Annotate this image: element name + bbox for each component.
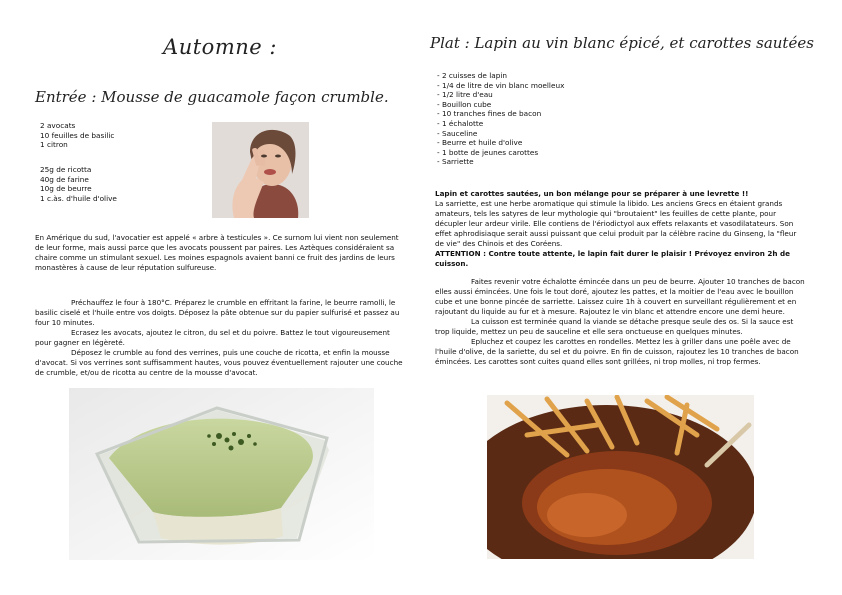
step-paragraph: Faites revenir votre échalotte émincée dans un peu de beurre. Ajouter 10 tranches de bacon elles aussi émincées. Une fois le tout doré, ajoutez les pattes, et la moitier de l'eau avec le bouillon cube et une bonne pincée de sarriette. Laissez cuire 1h à couvert en surveillant régulièrement et en rajoutant du liquide au fur et à mesure. Rajoutez le vin blanc et attendre encore une demi heure.: [435, 277, 805, 316]
ingredient-item: - 10 tranches fines de bacon: [437, 109, 542, 119]
rabbit-dish-photo: [487, 395, 754, 559]
step-paragraph: Préchauffez le four à 180°C. Préparez le crumble en effritant la farine, le beurre ramolli, le basilic ciselé et l'huile entre vos doigts. Déposez la pâte obtenue sur du papier sulfurisé et passez au four 10 minutes.: [35, 298, 400, 327]
ingredient-item: - Beurre et huile d'olive: [437, 138, 523, 148]
ingredient-item: 40g de farine: [40, 174, 89, 184]
ingredients-avocado: [40, 121, 114, 150]
season-title: Automne :: [163, 35, 277, 59]
ingredient-item: - 1 botte de jeunes carottes: [437, 147, 539, 157]
intro-headline: Lapin et carottes sautées, un bon mélange pour se préparer à une levrette !!: [435, 189, 749, 198]
ingredient-item: 1 c.às. d'huile d'olive: [40, 193, 117, 203]
ingredient-item: - 1/4 de litre de vin blanc moelleux: [437, 80, 565, 90]
ingredient-item: - Sauceline: [437, 128, 478, 138]
ingredient-item: 25g de ricotta: [40, 165, 92, 174]
entree-steps: [35, 298, 407, 378]
rabbit-ingredients-list: [437, 71, 564, 167]
entree-title: Entrée : Mousse de guacamole façon crumble.: [35, 88, 389, 106]
ingredient-item: - Bouillon cube: [437, 99, 492, 109]
ingredient-item: 10g de beurre: [40, 184, 92, 194]
attention-note: ATTENTION : Contre toute attente, le lapin fait durer le plaisir ! Prévoyez environ 2h de cuisson.: [435, 249, 790, 268]
ingredient-item: - 1 échalotte: [437, 118, 484, 128]
rabbit-intro: [435, 189, 807, 269]
intro-paragraph: La sarriette, est une herbe aromatique qui stimule la libido. Les anciens Grecs en étaient grands amateurs, tels les satyres de leur mythologie qui "broutaient" les feuilles de cette plante, pour décupler leur ardeur virile. Elle contiens de l'ériodictyol aux effets relaxants et vasodilatateurs. Son effet aphrodisiaque serait aussi puissant que celui produit par la célèbre racine du Ginseng, la "fleur de vie" des Chinois et des Coréens.: [435, 199, 797, 248]
plat-steps: [435, 277, 807, 367]
avocado-intro-paragraph: En Amérique du sud, l'avocatier est appelé « arbre à testicules ». Ce surnom lui vient non seulement de leur forme, mais aussi parce que les avocats poussent par paires. Les Aztèques considéraient sa chaire comme un stimulant sexuel. Les moines espagnols avaient banni ce fruit des jardins de leurs monastères à cause de leur réputation sulfureuse.: [35, 233, 399, 272]
ingredient-item: 10 feuilles de basilic: [40, 130, 115, 140]
ingredients-crumble: [40, 165, 117, 203]
plat-title: Plat : Lapin au vin blanc épicé, et carottes sautées: [430, 34, 814, 52]
guacamole-verrine-photo: [69, 388, 374, 560]
ingredient-item: - 1/2 litre d'eau: [437, 90, 493, 100]
ingredient-item: - 2 cuisses de lapin: [437, 71, 508, 80]
step-paragraph: Epluchez et coupez les carottes en rondelles. Mettez les à griller dans une poêle avec de l'huile d'olive, de la sariette, du sel et du poivre. En fin de cuisson, rajoutez les 10 tranches de bacon émincées. Les carottes sont cuites quand elles sont grillées, ni trop molles, ni trop fermes.: [435, 337, 799, 366]
ingredient-item: 2 avocats: [40, 121, 76, 130]
step-paragraph: Déposez le crumble au fond des verrines, puis une couche de ricotta, et enfin la mousse d'avocat. Si vos verrines sont suffisamment hautes, vous pouvez éventuellement rajouter une couche de crumble, et/ou de ricotta au centre de la mousse d'avocat.: [35, 348, 403, 377]
ingredient-item: - Sarriette: [437, 157, 474, 167]
step-paragraph: La cuisson est terminée quand la viande se détache presque seule des os. Si la sauce est trop liquide, mettez un peu de sauceline et elle sera onctueuse en quelques minutes.: [435, 317, 794, 336]
woman-photo: [212, 122, 309, 218]
step-paragraph: Ecrasez les avocats, ajoutez le citron, du sel et du poivre. Battez le tout vigoureusement pour gagner en légèreté.: [35, 328, 390, 347]
ingredient-item: 1 citron: [40, 140, 68, 150]
